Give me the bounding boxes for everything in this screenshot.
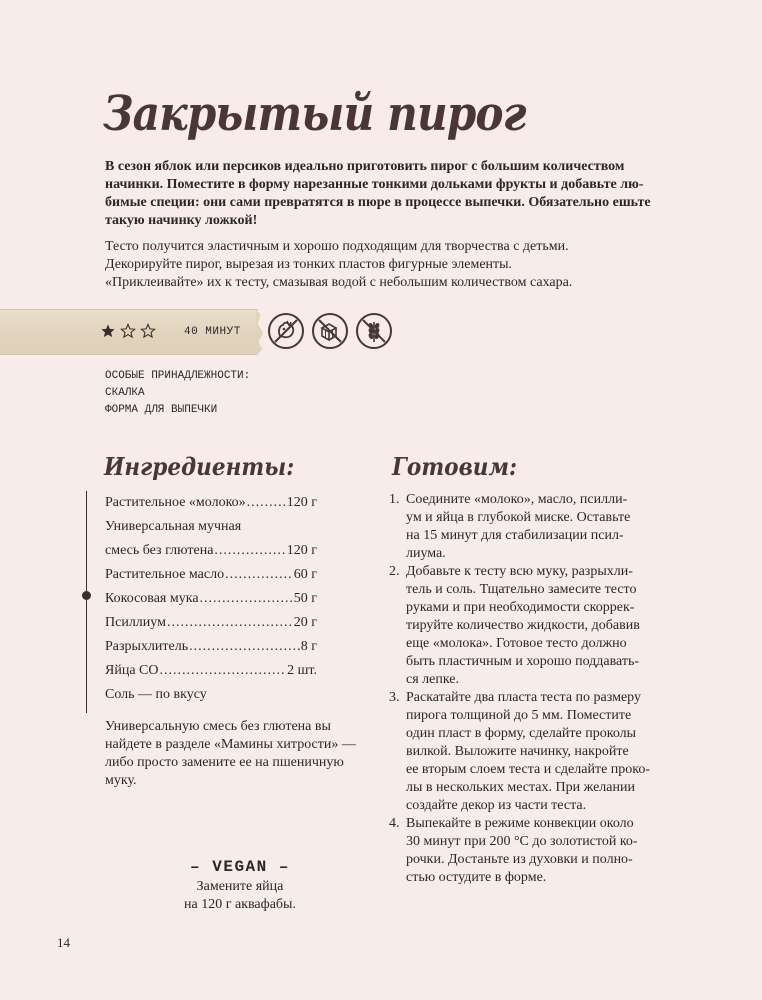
step-line: 30 минут при 200 °С до золотистой ко- <box>406 834 638 849</box>
step-number: 2. <box>389 564 400 579</box>
step-item <box>389 689 664 815</box>
ingredient-name: Растительное «молоко» <box>105 495 246 510</box>
ingredient-quantity: 20 г <box>293 615 317 630</box>
equipment-item: СКАЛКА <box>105 387 145 399</box>
vegan-tip <box>140 858 340 914</box>
ingredient-quantity: 8 г <box>300 639 317 654</box>
step-text <box>406 689 664 815</box>
star-empty-icon <box>140 323 156 339</box>
step-item <box>389 491 664 563</box>
step-line: рочки. Достаньте из духовки и полно- <box>406 852 633 867</box>
step-line: еще «молока». Готовое тесто должно <box>406 636 627 651</box>
leader-dots <box>247 491 286 515</box>
page-number: 14 <box>57 935 70 950</box>
ingredient-quantity: 50 г <box>293 591 317 606</box>
step-line: стью остудите в форме. <box>406 870 547 885</box>
step-line: тель и соль. Тщательно замесите тесто <box>406 582 637 597</box>
ingredient-name: Псиллиум <box>105 615 166 630</box>
step-line: ее вторым слоем теста и сделайте проко- <box>406 762 651 777</box>
diet-icons <box>268 313 392 349</box>
ingredient-name: Разрыхлитель <box>105 639 189 654</box>
special-equipment <box>105 368 250 419</box>
ingredient-row <box>105 611 317 635</box>
difficulty-rating <box>100 322 156 340</box>
ingredient-quantity: 2 шт. <box>287 663 317 678</box>
vegan-line: Замените яйца <box>196 879 284 894</box>
ingredients-list <box>105 491 317 707</box>
step-item <box>389 815 664 887</box>
step-text <box>406 563 664 689</box>
ingredient-row <box>105 635 317 659</box>
step-line: Раскатайте два пласта теста по размеру <box>406 690 641 705</box>
step-number: 1. <box>389 492 400 507</box>
equipment-item: ФОРМА ДЛЯ ВЫПЕЧКИ <box>105 404 218 416</box>
leader-dots <box>167 611 293 635</box>
no-gluten-icon <box>356 313 392 349</box>
vegan-text <box>140 878 340 914</box>
ingredient-name: Яйца СО <box>105 663 159 678</box>
step-line: создайте декор из части теста. <box>406 798 587 813</box>
star-empty-icon <box>120 323 136 339</box>
star-filled-icon <box>100 323 116 339</box>
recipe-title: Закрытый пирог <box>103 86 526 142</box>
ingredients-divider <box>86 491 87 713</box>
leader-dots <box>189 635 300 659</box>
step-line: руками и при необходимости скоррек- <box>406 600 635 615</box>
step-line: один пласт в форму, сделайте проколы <box>406 726 637 741</box>
intro-line: «Приклеивайте» их к тесту, смазывая водой с небольшим количеством сахара. <box>105 275 573 290</box>
step-line: Соедините «молоко», масло, псилли- <box>406 492 628 507</box>
ingredient-quantity: 60 г <box>293 567 317 582</box>
step-line: Добавьте к тесту всю муку, разрыхли- <box>406 564 633 579</box>
step-number: 4. <box>389 816 400 831</box>
ingredient-name: Универсальная мучная <box>105 519 242 534</box>
step-line: лы в нескольких местах. При желании <box>406 780 635 795</box>
leader-dots <box>214 539 285 563</box>
step-line: ся лепке. <box>406 672 460 687</box>
intro-bold-paragraph <box>105 158 665 230</box>
step-line: ум и яйца в глубокой миске. Оставьте <box>406 510 631 525</box>
step-line: тируйте количество жидкости, добавив <box>406 618 640 633</box>
no-lactose-icon <box>268 313 304 349</box>
step-line: вилкой. Выложите начинку, накройте <box>406 744 629 759</box>
intro-line: Тесто получится эластичным и хорошо подходящим для творчества с детьми. <box>105 239 569 254</box>
step-text <box>406 815 664 887</box>
ingredients-divider-dot <box>82 591 91 600</box>
intro-bold-line: В сезон яблок или персиков идеально приготовить пирог с большим количеством <box>105 159 625 174</box>
step-line: на 15 минут для стабилизации псил- <box>406 528 624 543</box>
ingredient-row <box>105 587 317 611</box>
intro-paragraph <box>105 238 665 292</box>
step-item <box>389 563 664 689</box>
ingredients-heading: Ингредиенты: <box>104 452 295 481</box>
ingredient-row <box>105 683 317 707</box>
intro-bold-line: такую начинку ложкой! <box>105 213 258 228</box>
ingredient-name: смесь без глютена <box>105 543 214 558</box>
vegan-line: на 120 г аквафабы. <box>184 897 296 912</box>
substitution-note <box>105 718 373 790</box>
step-line: быть пластичным и хорошо поддавать- <box>406 654 640 669</box>
note-line: муку. <box>105 773 137 788</box>
step-line: лиума. <box>406 546 446 561</box>
note-line: Универсальную смесь без глютена вы <box>105 719 331 734</box>
steps-heading: Готовим: <box>392 452 517 481</box>
ingredient-row <box>105 491 317 515</box>
intro-bold-line: начинки. Поместите в форму нарезанные тонкими дольками фрукты и добавьте лю- <box>105 177 644 192</box>
leader-dots <box>225 563 293 587</box>
no-sugar-icon <box>312 313 348 349</box>
vegan-title: – VEGAN – <box>190 858 290 876</box>
note-line: либо просто замените ее на пшеничную <box>105 755 344 770</box>
step-line: пирога толщиной до 5 мм. Поместите <box>406 708 632 723</box>
cooking-time: 40 МИНУТ <box>184 326 241 338</box>
ingredient-row <box>105 539 317 563</box>
ingredient-name: Кокосовая мука <box>105 591 199 606</box>
step-line: Выпекайте в режиме конвекции около <box>406 816 634 831</box>
note-line: найдете в разделе «Мамины хитрости» — <box>105 737 356 752</box>
leader-dots <box>159 659 286 683</box>
ingredient-row <box>105 563 317 587</box>
equipment-heading: ОСОБЫЕ ПРИНАДЛЕЖНОСТИ: <box>105 370 251 382</box>
ingredient-name: Соль — по вкусу <box>105 687 207 702</box>
steps-list <box>389 491 664 887</box>
ingredient-row <box>105 515 317 539</box>
step-number: 3. <box>389 690 400 705</box>
intro-bold-line: бимые специи: они сами превратятся в пюре в процессе выпечки. Обязательно ешьте <box>105 195 651 210</box>
ingredient-quantity: 120 г <box>286 495 317 510</box>
leader-dots <box>200 587 293 611</box>
ingredient-quantity: 120 г <box>286 543 317 558</box>
intro-line: Декорируйте пирог, вырезая из тонких пластов фигурные элементы. <box>105 257 513 272</box>
ingredient-name: Растительное масло <box>105 567 225 582</box>
ingredient-row <box>105 659 317 683</box>
step-text <box>406 491 664 563</box>
